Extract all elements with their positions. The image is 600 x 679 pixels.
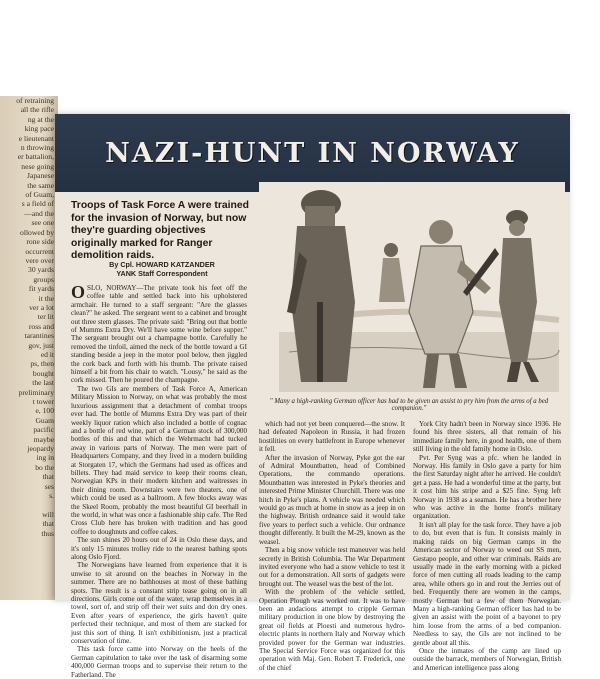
deck-subheading: Troops of Task Force A were trained for the invasion of Norway, but now they're guarding objectives originally marked for Ranger demolition raids. [71,200,250,262]
previous-page-text-fragment: fit yards [28,284,54,294]
previous-page-text-fragment: bought [32,368,54,378]
previous-page-text-fragment: vere over [25,255,54,265]
previous-page-text-fragment: e lieutenant [18,133,54,143]
previous-page-text-fragment: ver a lot [29,302,54,312]
previous-page-text-fragment: will [42,509,54,519]
previous-page-text-fragment: ng at the [27,114,54,124]
paragraph: It isn't all play for the task force. They have a job to do, but even that is fun. It consists mainly in making raids on big German camps in the American sector of Norway to weed out SS men, Gestapo people, and other war criminals. Raids are usually made in the early morning with a picked force of men cutting all roads leading to the camp area, while others go in and rout the Jerries out of bed. Frequently there are women in the camps, mostly German but a few of them Norwegian. Many a high-ranking German officer has had to be given an assist with the point of a bayonet to pry him loose from the arms of a bed companion. Needless to say, the GIs are not inclined to be gentle about all this. [413,520,561,647]
previous-page-edge [0,96,58,600]
previous-page-text-fragment: bo the [35,462,54,472]
byline [71,260,253,278]
soldiers-illustration [259,182,565,402]
previous-page-text-fragment: 30 yards [28,265,54,275]
previous-page-text-fragment: preliminary [18,387,54,397]
previous-page-text-fragment: it the [38,293,54,303]
paragraph: which had not yet been conquered—the snow. It had defeated Napoleon in Russia, it had frozen hostilities on every battlefront in Europe whenever it fell. [259,420,405,454]
previous-page-text-fragment: see one [31,218,54,228]
previous-page-text-fragment: s a field of [21,199,54,209]
previous-page-text-fragment: —and the [24,208,54,218]
previous-page-text-fragment: t tower [32,397,54,406]
previous-page-text-fragment: Japanese [27,171,54,181]
previous-page-text-fragment: that [42,519,54,529]
previous-page-text-fragment: n throwing [20,143,54,153]
previous-page-text-fragment: jeopardy [27,444,54,454]
previous-page-text-fragment: tarantines [24,331,54,341]
byline-role: YANK Staff Correspondent [116,269,208,278]
previous-page-text-fragment: ollowed by [20,227,54,237]
previous-page-text-fragment: ed it [40,349,54,359]
previous-page-text-fragment: thus [41,528,54,538]
previous-page-text-fragment: rone side [26,237,54,247]
previous-page-text-fragment: Guam [35,415,54,425]
previous-page-text-fragment: nese going [21,161,54,171]
article-column-1 [71,282,247,679]
paragraph: After the invasion of Norway, Pyke got the ear of Admiral Mountbatten, head of Combined Operations, the commando operations. Mountbatten was interested in Pyke's theories and interested Prime Minister Churchill. There was one hitch in Pyke's plans. A vehicle was needed which would go as much at home in snow as a jeep in on the highway. British ordnance said it would take five years to perfect such a vehicle. Our ordnance thought differently. It built the M-29, known as the weasel. [259,453,405,546]
previous-page-text-fragment: groups [33,274,54,284]
previous-page-text-fragment: e, 100 [35,406,54,416]
byline-author: By Cpl. HOWARD KATZANDER [109,260,215,269]
previous-page-text-fragment: pacific [33,425,54,435]
previous-page-text-fragment: ing in [36,453,54,463]
previous-page-text-fragment: all the rifle [20,105,54,115]
paragraph: Once the inmates of the camp are lined up outside the barrack, members of Norwegian, British and American intelligence pass along [413,646,561,672]
article-column-3 [413,420,561,672]
previous-page-text-fragment: ter lit [37,312,54,322]
paragraph: Pvt. Per Syng was a pfc. when he landed in Norway. His family in Oslo gave a party for him the first Saturday night after he arrived. He couldn't get a pass. He had a wonderful time at the party, but it cost him his stripe and a $25 fine. Syng left Norway in 1938 as a seaman. He has a brother here who was active in the home front's military organization. [413,453,561,521]
previous-page-text-fragment: gov, just [28,340,54,350]
previous-page-text-fragment: of retraining [16,96,54,105]
paragraph: York City hadn't been in Norway since 1936. He found his three sisters, all that remain of his immediate family here, in good health, one of them still living in the old family home in Oslo. [413,420,561,454]
previous-page-text-fragment: ps, then [30,359,54,369]
paragraph: Then a big snow vehicle test maneuver was held secretly in British Columbia. The War Department invited everyone who had a snow vehicle to test it out for a demonstration. All sorts of gadgets were brought out. The weasel was the best of the lot. [259,546,405,588]
paragraph: The two GIs are members of Task Force A, American Military Mission to Norway, on what was probably the most luxurious assignment that a detachment of combat troops ever had. The bottle of Mumms Extra Dry was part of their weekly liquor ration which also included a bottle of cognac and a bottle of red wine, part of a German stock of 300,000 bottles of this and that which the Wehrmacht had tucked away in various parts of Norway. The men were part of Headquarters Company, and they lived in a modern building at Storgaten 17, which the Germans had used as offices and billets. They had maid service to keep their rooms clean, Norwegian KPs in their modern kitchen and waitresses in their dining room. Downstairs were two theaters, one of which could be used as a ballroom. A few blocks away was the Skeel Room, probably the most beautiful GI beerhall in the world, in what was once a fashionable ship cafe. The Red Cross Club here has broken with tradition and has good coffee to doughnuts and coffee cakes. [71,384,247,536]
previous-page-text-fragment: ross and [28,321,54,331]
drop-cap: O [71,282,86,302]
previous-page-text-fragment: the last [32,378,54,388]
previous-page-text-fragment: of Guam, [25,190,54,200]
paragraph: This task force came into Norway on the heels of the German capitulation to take over the task of disarming some 400,000 German troops and to supervise their return to the Fatherland. The [71,645,247,679]
illustration-caption: " Many a high-ranking German officer has had to be given an assist to pry him from the arms of a bed companion." [269,398,549,412]
previous-page-text-fragment: the same [27,180,54,190]
previous-page-text-fragment: king pace [24,124,54,134]
previous-page-text-fragment: maybe [33,434,54,444]
paragraph: With the problem of the vehicle settled, Operation Plough was worked out. It was to have been an audacious attempt to cripple German military production in one blow by destroying the great oil fields at Ploesti and numerous hydro-electric plants in northern Italy and Norway which provided power for the German war industries. The Special Service Force was organized for this operation with Maj. Gen. Robert T. Frederick, one of the chief [259,588,405,672]
paragraph: OSLO, NORWAY—The private took his feet off the coffee table and settled back into his upholstered armchair. He turned to a staff sergeant: "Are the glasses clean?" he asked. The sergeant went to a cabinet and brought out three stem glasses. The private said: "Bring out that bottle of Mumms Extra Dry. We'll have some wine before supper." The sergeant brought out a champagne bottle. Carefully he removed the tinfoil, aimed the neck of the bottle toward a GI standing beside a jeep in the motor pool below, then jiggled the cork back and forth with his thumb. The private raised himself a bit from his chair to watch. "Lousy," he said as the cork missed. Then he poured the champagne. [71,282,247,385]
paragraph: The sun shines 20 hours out of 24 in Oslo these days, and it's only 15 minutes trolley ride to the nearest bathing spots along Oslo Fjord. [71,536,247,561]
previous-page-text-fragment: ses [44,481,54,491]
magazine-page [55,114,570,679]
previous-page-text-fragment: er battalion, [17,152,54,162]
previous-page-text-fragment [0,500,58,509]
previous-page-text-fragment: that [42,472,54,482]
article-column-2 [259,420,405,672]
previous-page-text-fragment: s. [49,491,54,501]
paragraph: The Norwegians have learned from experience that it is unwise to sit around on the beaches in Norway in the summer. There are no bathhouses at most of these bathing spots. The result is a constant strip tease going on in all directions. Girls come out of the water, wrap themselves in a towel, sort of, and strip off their wet suits and don dry ones. Even after years of experience, the girls haven't quite perfected their technique, and most of them are stacked for just this sort of thing. It isn't exhibitionism, just a practical conservation of time. [71,561,247,646]
headline: NAZI-HUNT IN NORWAY [105,138,520,169]
previous-page-text-fragment: occurrent [25,246,54,256]
